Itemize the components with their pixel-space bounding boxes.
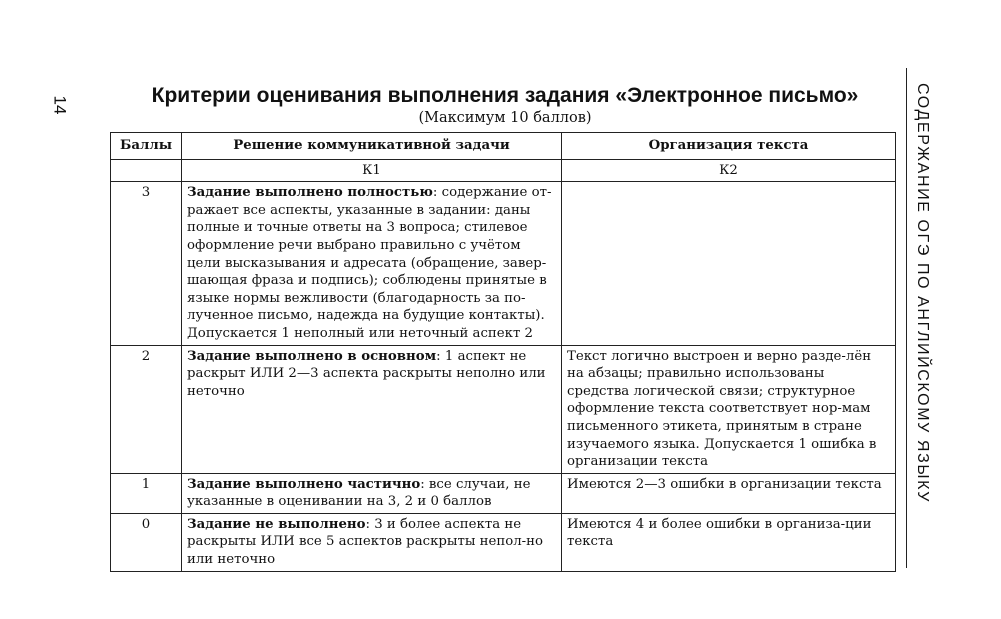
score-cell: 1 — [111, 473, 182, 513]
header-row — [111, 133, 896, 160]
k1-description: : 1 аспект не раскрыт ИЛИ 2—3 аспекта раскрыты неполно или неточно — [187, 348, 546, 399]
k1-verdict: Задание не выполнено — [187, 516, 366, 532]
k1-cell — [182, 182, 562, 345]
k2-cell: Имеются 4 и более ошибки в организа-ции текста — [562, 513, 896, 571]
k1-verdict: Задание выполнено полностью — [187, 185, 433, 201]
criteria-table — [110, 132, 896, 572]
subheader-k2: К2 — [562, 159, 896, 182]
k1-description: : 3 и более аспекта не раскрыты ИЛИ все 5 аспектов раскрыты непол-но или неточно — [187, 516, 544, 568]
score-cell: 3 — [111, 182, 182, 345]
k2-cell: Текст логично выстроен и верно разде-лён на абзацы; правильно использованы средства логической связи; структурное оформление текста соответствует нор-мам письменного этикета, принятым в стране изучаемого языка. Допускается 1 ошибка в организации текста — [562, 345, 896, 473]
score-cell: 0 — [111, 513, 182, 571]
side-divider — [906, 68, 907, 568]
k2-cell: Имеются 2—3 ошибки в организации текста — [562, 473, 896, 513]
k1-verdict: Задание выполнено частично — [187, 476, 421, 492]
table-row — [111, 473, 896, 513]
subheader-k1: К1 — [182, 159, 562, 182]
page-title: Критерии оценивания выполнения задания «Электронное письмо» — [151, 84, 859, 107]
k1-cell — [182, 513, 562, 571]
header-score: Баллы — [111, 133, 182, 160]
header-k2: Организация текста — [562, 133, 896, 160]
k1-verdict: Задание выполнено в основном — [187, 348, 437, 364]
table-row — [111, 182, 896, 345]
page-number: 14 — [50, 95, 70, 115]
k1-cell — [182, 473, 562, 513]
score-cell: 2 — [111, 345, 182, 473]
k2-cell — [562, 182, 896, 345]
subheader-empty — [111, 159, 182, 182]
subheader-row — [111, 159, 896, 182]
k1-description: : все случаи, не указанные в оценивании на 3, 2 и 0 баллов — [187, 476, 531, 510]
max-score-note: (Максимум 10 баллов) — [418, 110, 592, 126]
header-k1: Решение коммуникативной задачи — [182, 133, 562, 160]
k1-description: : содержание от-ражает все аспекты, указанные в задании: даны полные и точные ответы на 3 вопроса; стилевое оформление речи выбрано правильно с учётом цели высказывания и адресата (обращение, завер-шающая фраза и подпись); соблюдены принятые в языке нормы вежливости (благодарность за по-лученное письмо, надежда на будущие контакты). Допускается 1 неполный или неточный аспект 2 — [187, 185, 552, 341]
running-header: СОДЕРЖАНИЕ ОГЭ ПО АНГЛИЙСКОМУ ЯЗЫКУ — [914, 83, 931, 503]
table-row — [111, 513, 896, 571]
table-row — [111, 345, 896, 473]
k1-cell — [182, 345, 562, 473]
